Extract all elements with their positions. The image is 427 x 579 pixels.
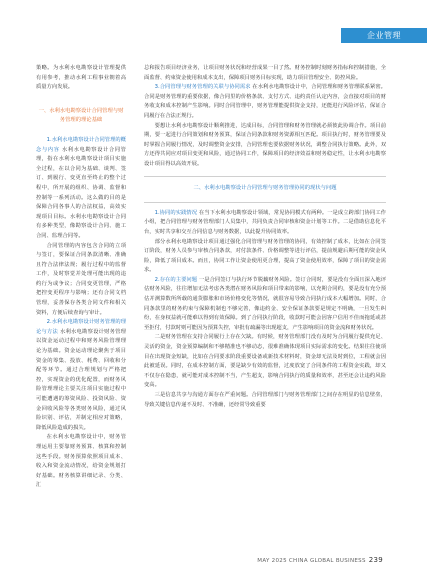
paragraph-1-1b: 合同管理的内容包含合同的立项与签订，要保证合同条款清晰、准确且符合法律法规；履行过程中的监督工作，及时察觉并处理可能出现的违约行为或争议；合同变更管理，严格把控变更程序与影响；还有合同文档管理，妥善保存各类合同文件和相关资料，方便后续查询与审计。 [36, 242, 126, 316]
paragraph-r3: 部分水利水电勘察设计项目通过强化合同管理与财务管理的协同，有效控制了成本，比如在合同签订阶段，财务人员参与审核合同条款，对付款条件、价格调整等进行评估，提前规避后期可能的资金风险，降低了项目成本。而且，协同工作让资金使用更合理，提高了资金使用效率，保障了项目的资金需求。 [144, 238, 386, 274]
section-heading-2: 二、水利水电勘察设计合同管理与财务管理协同的现状与问题 [193, 185, 337, 192]
left-column [36, 64, 126, 491]
intro-paragraph: 策略。为水利水电勘察设计管理提供有用参考，推动水利工程事业朝着高质量方向发展。 [36, 65, 126, 91]
paragraph-1-3 [144, 83, 386, 121]
paragraph-2-2 [144, 276, 386, 334]
section-heading-1: 一、水利水电勘察设计合同管理与财务管理的理论基础 [38, 107, 124, 124]
paragraph-1-1-text: 水利水电勘察设计合同管理，指在水利水电勘察设计项目实施全过程，在以合同为基础、谈判、签订、到履行、变更直至终止的整个过程中，所开展的组织、协调、监督和控制等一系列活动。这么做的目的是保障合同各事人的合法权益，高效实现项目目标。水利水电勘察设计合同有多种类型，像勘察设计合同、施工合同、监理合同等。 [36, 146, 126, 239]
right-column [144, 64, 386, 410]
section-tag: 企业管理 [341, 28, 427, 43]
paragraph-r2: 要想让水利水电勘察设计顺利推进，达成目标，合同管理和财务管理就必须彼此协调合作。项目前期，要一起进行合同策划和财务预算，保证合同条款和财务资源相互匹配。项目执行时，财务管理要及时掌握合同履行情况，及时调整资金安排，合同管理也要依据财务状况，调整合同执行策略。此外，双方还得共同应对项目变更和风险，通过协同工作，保障项目的经济效益和财务稳定性，让水利水电勘察设计项目得以高效开展。 [144, 122, 386, 167]
paragraph-1-2b: 在水利水电勘察设计中，财务管理运用主要靠财务预算、核算和控制这些手段。财务预算依照项目成本、收入和资金流动情况，给资金规划打好基础。财务核算讲细记录、分类、汇 [36, 434, 126, 489]
subheading-2-2: 2.存在的主要问题 [154, 276, 198, 283]
page-header [0, 0, 427, 52]
paragraph-1-2-text: 水利水电勘察设计财务管理以资金运动过程中和财务风险管理理论为基础。资金运动理论聚焦于项目资金的筹集、投放、耗费、回收和分配等环节。通过合理规划与严格把控，实现资金的优化配置，而财务风险管理理论主要关注项目实施过程中可能遭遇的筹资风险、投资风险、资金回收风险等各类财务风险，通过风险识别、评估，并制定相应对策略，降低风险造成的损失。 [36, 328, 126, 431]
subheading-1-3: 3.合同管理与财务管理的关联与协同需求 [154, 84, 251, 91]
paragraph-2-2-text: 一是合同签订与执行环节脱藕财务风险。签订合同时，要是没有全面且深入地评估财务风险，往往增加无法考虑各类潜在财务风险和项目带来的影响，以充期合同约，要是没有充分预估并测算数所所载的通货膨胀和市场价格变化等情况，就很容易导致合同执行成本大幅增加。同时，合同条款里的财务约束与保障机制也不够完善，像违约金、安全保证条款要是规定不明确，一旦发生纠纷，在身权益就可能难以得到有效保障。到了合同执行阶段，收款时可能会因客户信用不佳而拖延或甚至拒付，付款时则可能因为预算失控，审批有疏漏等出现超支，产生影响项目的资金流和财务状况。 [144, 276, 386, 331]
paragraph-1-3-text: 在水利水电勘察设计中，合同管理和财务管理联系紧密。合同是财务管理的重要依据，像合同里的价格条款、支付方式、违约责任认定内容，会直接对项目的财务收支和成本控制产生影响。同时合同管理中，财务管理能提供资金支持，还能进行风险评估，保证合同履行在合法正规行。 [144, 84, 386, 119]
subheading-1-2: 2.水利水电勘察设计财务管理的理论与方法 [36, 319, 126, 335]
paragraph-1-1 [36, 136, 126, 242]
paragraph-r5: 三是信息共享与沟通方面存在严重问题。合同管理部门与财务管理部门之间存在明显的信息壁垒，导致关键信息传递不及时、不准确，还经常导致重要 [144, 392, 386, 408]
paragraph-2-1 [144, 209, 386, 238]
paragraph-2-1-text: 在当下水利水电勘察设计领域，常见协同模式有两种。一是成立跨部门协同工作小组，把合同管理与财务管理部门人员集中，共同负责合同审核和资金计划等工作。二是借助信息化平台，实时共享和交互合同信息与财务数据，以此提升协同效率。 [144, 209, 386, 235]
page-footer [257, 556, 383, 564]
subheading-2-1: 1.协同的实践情况 [154, 209, 198, 216]
page-number: 239 [368, 556, 383, 564]
divider [144, 176, 386, 177]
paragraph-r1: 总和报告项目经济业务，让项目财务状况和经营成果一目了然。财务控制时刻财务指标和控制措施，全面监督、约束资金使用和成本支出，保障项目财务目标实现，助力项目管理安全、防控风险。 [144, 65, 386, 81]
subheading-1-1: 1.水利水电勘察设计合同管理的概念与内容 [36, 136, 126, 153]
paragraph-1-2 [36, 318, 126, 433]
divider [144, 202, 386, 203]
paragraph-r4: 二是财务管理在支持合同履行上存在欠缺。有时候，财务管理部门没有及时为合同履行提供充足、灵活的资金，资金预算编制和不够精准也不够动态，很难准确体现项目实际需求的变化。结果往往使项目在出现资金短缺，比如在合同要求阶段重要设备或新技术材料时，资金却无法及时到位，工程就会因此被延误。同时，在成本控制方面，要是缺少有效的监督，过度放宽了合同条件的工程资金实践，却又不仅存在隐患，就可能对成本控制不当，产生超支，影响合同执行的质量和效率，甚至还会让违约风险变高。 [144, 334, 386, 389]
issue-label: MAY 2025 CHINA GLOBAL BUSINESS [257, 558, 366, 564]
